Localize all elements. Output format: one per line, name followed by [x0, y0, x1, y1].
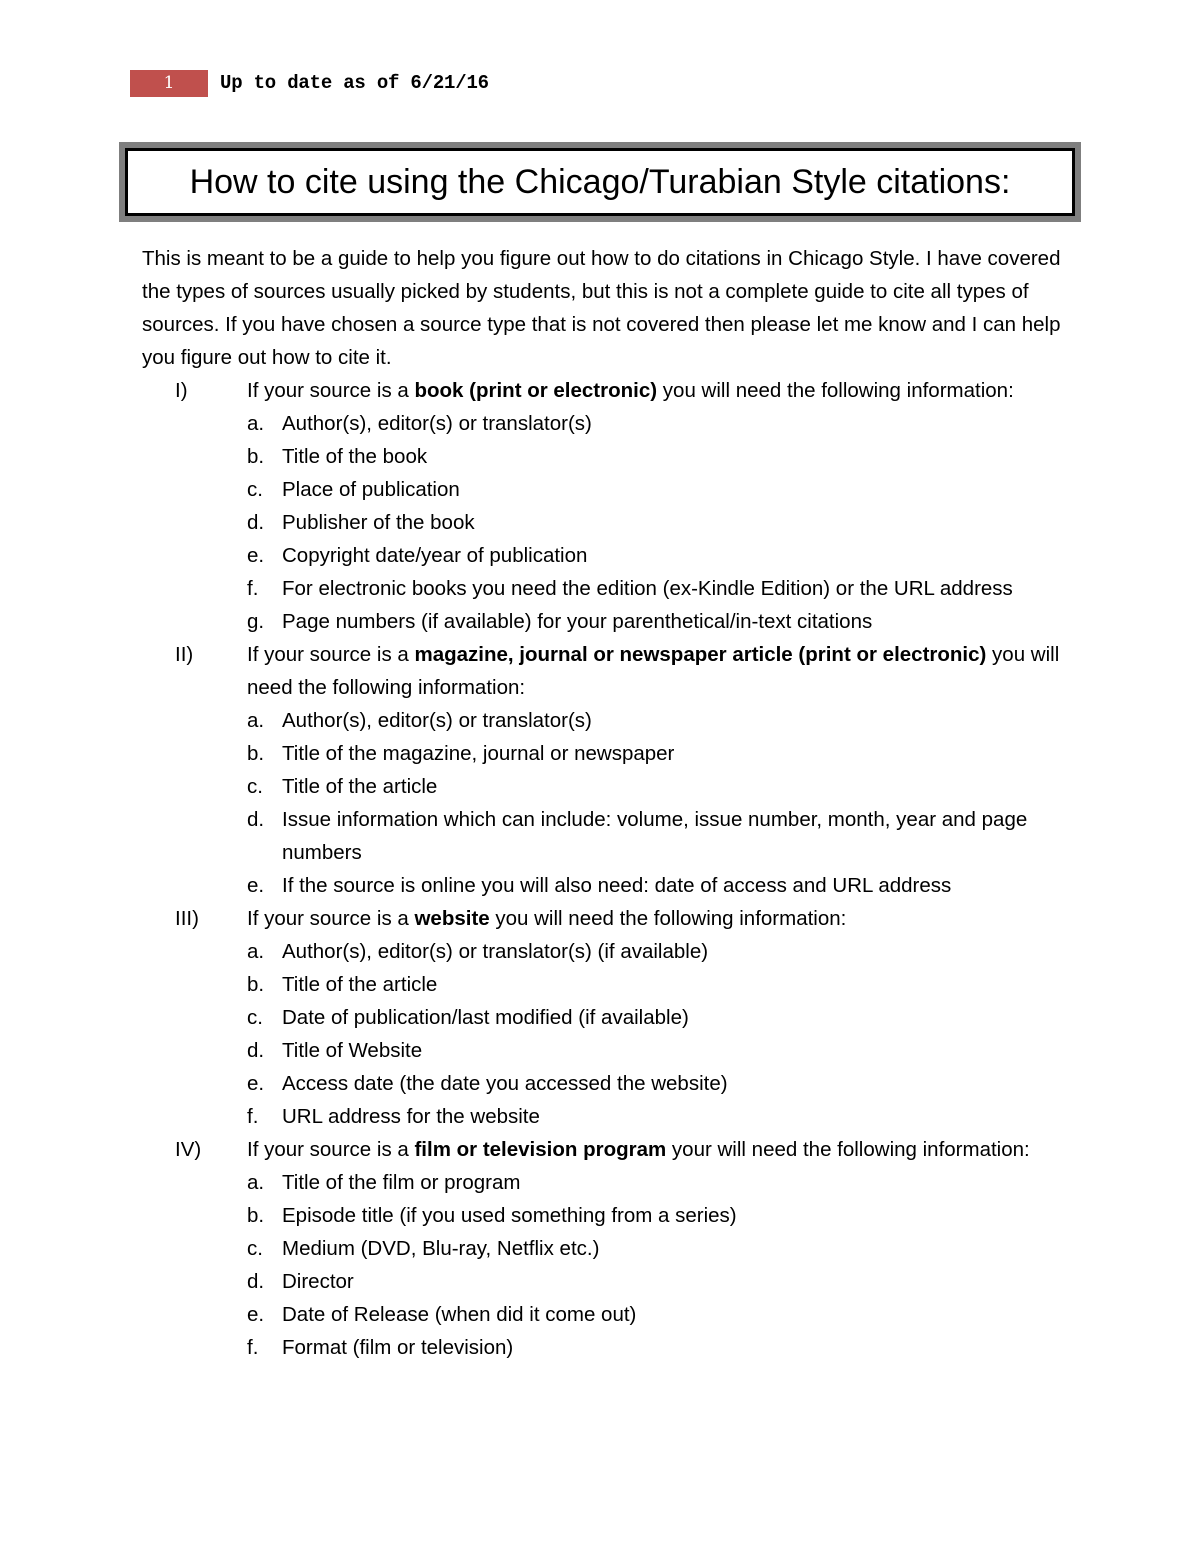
list-item [142, 869, 1072, 902]
list-item [142, 1001, 1072, 1034]
list-item-text: Date of publication/last modified (if available) [282, 1006, 689, 1029]
list-item [142, 704, 1072, 737]
list-item [142, 1166, 1072, 1199]
section-text-pre: If your source is a [247, 907, 415, 930]
list-item [142, 407, 1072, 440]
list-item-text: Title of the magazine, journal or newspaper [282, 742, 675, 765]
list-item [142, 1034, 1072, 1067]
list-item-text: Author(s), editor(s) or translator(s) (if available) [282, 940, 709, 963]
section-text [247, 902, 1072, 935]
list-item-letter: f. [247, 1336, 259, 1359]
list-item-letter: a. [247, 709, 265, 732]
list-item-text: Issue information which can include: volume, issue number, month, year and page numbers [282, 808, 1028, 864]
list-item-letter: a. [247, 940, 265, 963]
list-item [142, 803, 1072, 869]
list-item [142, 1331, 1072, 1364]
list-item-letter: d. [247, 1039, 265, 1062]
list-item-text: Page numbers (if available) for your parenthetical/in-text citations [282, 610, 873, 633]
section-text-post: you will need the following information: [489, 907, 847, 930]
list-item-letter: c. [247, 1237, 263, 1260]
section-heading [142, 1133, 1072, 1166]
section-text-post: your will need the following information: [666, 1138, 1030, 1161]
section-number: IV) [175, 1138, 202, 1161]
list-item [142, 1298, 1072, 1331]
title-box [119, 142, 1081, 222]
list-item-letter: c. [247, 775, 263, 798]
section-text-post: you will need the following information: [657, 379, 1014, 402]
list-item [142, 1232, 1072, 1265]
list-item [142, 1100, 1072, 1133]
intro-paragraph [142, 242, 1072, 374]
list-item-text: Place of publication [282, 478, 460, 501]
list-item-letter: g. [247, 610, 265, 633]
section-text [247, 1133, 1072, 1166]
section-text-pre: If your source is a [247, 379, 415, 402]
list-item-letter: f. [247, 1105, 259, 1128]
list-item-text: Medium (DVD, Blu-ray, Netflix etc.) [282, 1237, 600, 1260]
section-source-type: magazine, journal or newspaper article (print or electronic) [414, 643, 987, 666]
list-item-letter: a. [247, 412, 265, 435]
list-item-letter: e. [247, 1072, 265, 1095]
list-item-letter: e. [247, 874, 265, 897]
list-item-letter: b. [247, 445, 265, 468]
list-item-text: Format (film or television) [282, 1336, 514, 1359]
list-item-letter: b. [247, 973, 265, 996]
section-heading [142, 638, 1072, 704]
list-item [142, 605, 1072, 638]
page-title: How to cite using the Chicago/Turabian Style citations: [125, 148, 1075, 216]
section-source-type: film or television program [414, 1138, 667, 1161]
list-item [142, 572, 1072, 605]
list-item-text: Publisher of the book [282, 511, 475, 534]
section-number: I) [175, 379, 188, 402]
list-item [142, 539, 1072, 572]
list-item [142, 1265, 1072, 1298]
list-item-text: Title of the article [282, 775, 438, 798]
list-item-text: Author(s), editor(s) or translator(s) [282, 412, 592, 435]
list-item-letter: d. [247, 1270, 265, 1293]
list-item [142, 737, 1072, 770]
citation-outline [142, 374, 1072, 1364]
section-heading [142, 902, 1072, 935]
list-item [142, 473, 1072, 506]
section-text [247, 638, 1072, 704]
section-text-post: you will need the following information: [247, 643, 1060, 699]
list-item [142, 1067, 1072, 1100]
page-number: 1 [130, 70, 208, 97]
list-item [142, 506, 1072, 539]
list-item-text: Episode title (if you used something from a series) [282, 1204, 737, 1227]
section-text [247, 374, 1072, 407]
section-heading [142, 374, 1072, 407]
intro-text: This is meant to be a guide to help you figure out how to do citations in Chicago Style. I have covered the types of sources usually picked by students, but this is not a complete guide to cite all types of sources. If you have chosen a source type that is not covered then please let me know and I can help you figure out how to cite it. [142, 247, 1061, 369]
section-text-pre: If your source is a [247, 1138, 415, 1161]
list-item-letter: a. [247, 1171, 265, 1194]
list-item-text: Date of Release (when did it come out) [282, 1303, 637, 1326]
list-item-text: For electronic books you need the edition (ex-Kindle Edition) or the URL address [282, 577, 1013, 600]
list-item-text: Director [282, 1270, 354, 1293]
list-item-text: Author(s), editor(s) or translator(s) [282, 709, 592, 732]
list-item [142, 770, 1072, 803]
section-source-type: book (print or electronic) [414, 379, 658, 402]
list-item-letter: c. [247, 1006, 263, 1029]
list-item-text: Access date (the date you accessed the website) [282, 1072, 728, 1095]
list-item-letter: f. [247, 577, 259, 600]
section-source-type: website [414, 907, 490, 930]
list-item-letter: b. [247, 742, 265, 765]
section-number: II) [175, 643, 194, 666]
list-item [142, 968, 1072, 1001]
list-item-text: If the source is online you will also need: date of access and URL address [282, 874, 952, 897]
list-item-text: Title of the article [282, 973, 438, 996]
list-item-text: URL address for the website [282, 1105, 540, 1128]
list-item [142, 935, 1072, 968]
list-item [142, 1199, 1072, 1232]
header-date: Up to date as of 6/21/16 [220, 72, 489, 94]
list-item [142, 440, 1072, 473]
list-item-letter: d. [247, 511, 265, 534]
list-item-text: Copyright date/year of publication [282, 544, 588, 567]
list-item-text: Title of Website [282, 1039, 423, 1062]
list-item-text: Title of the book [282, 445, 428, 468]
list-item-letter: b. [247, 1204, 265, 1227]
list-item-letter: e. [247, 544, 265, 567]
section-text-pre: If your source is a [247, 643, 415, 666]
list-item-letter: c. [247, 478, 263, 501]
list-item-letter: e. [247, 1303, 265, 1326]
section-number: III) [175, 907, 199, 930]
list-item-letter: d. [247, 808, 265, 831]
list-item-text: Title of the film or program [282, 1171, 521, 1194]
